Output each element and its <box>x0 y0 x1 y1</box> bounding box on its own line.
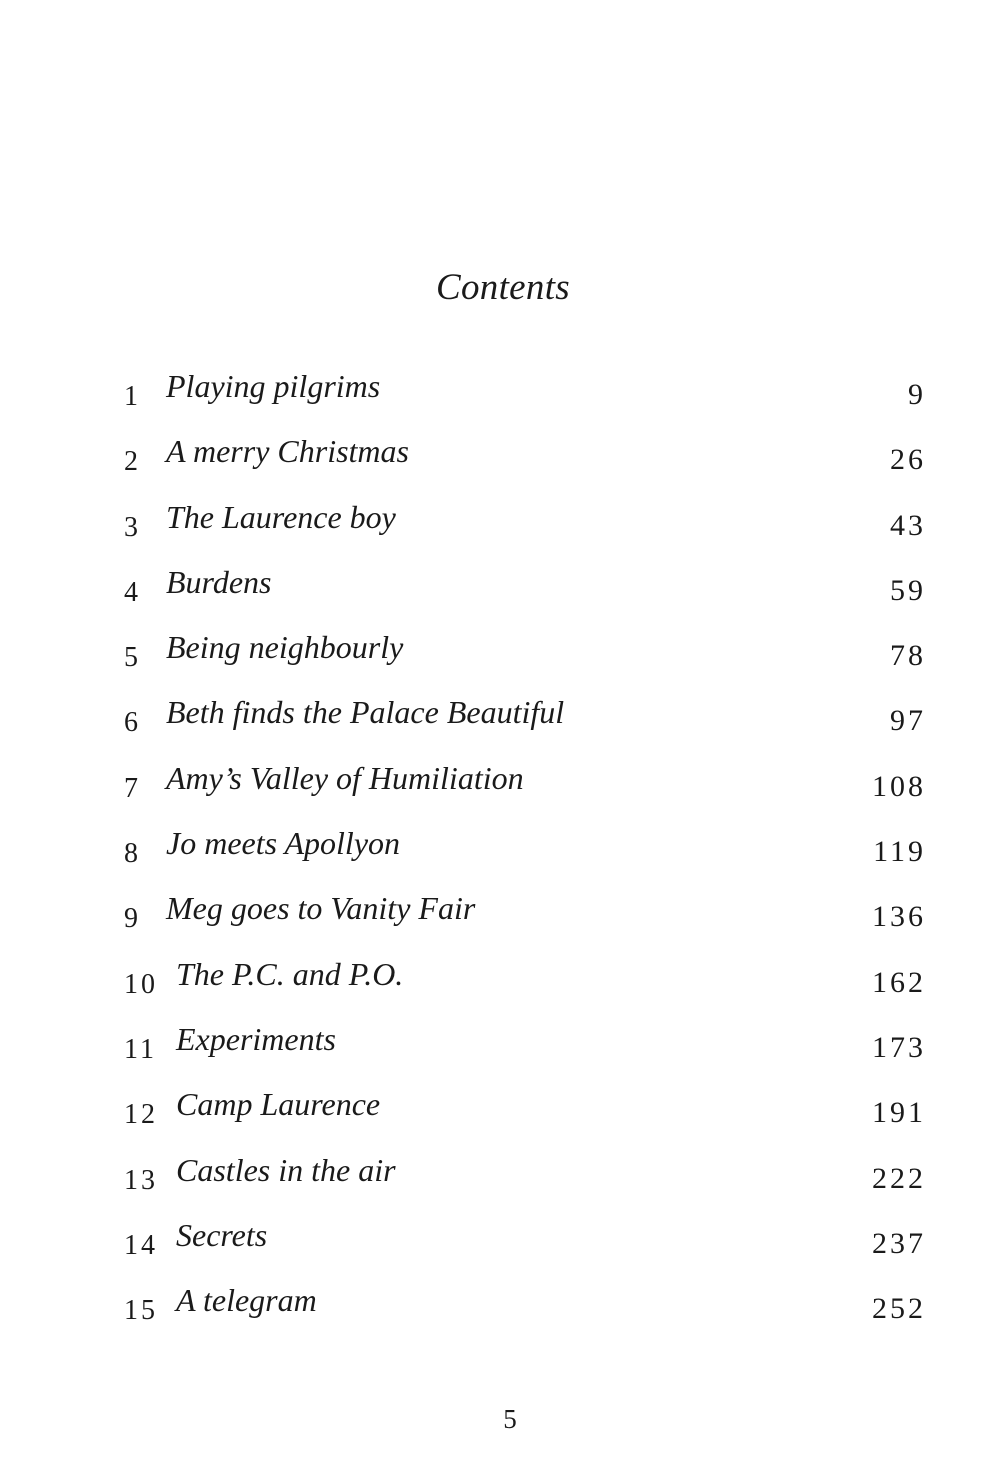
page-number: 252 <box>872 1292 926 1326</box>
chapter-title: Castles in the air <box>176 1151 396 1188</box>
chapter-title: Burdens <box>166 563 272 600</box>
chapter-number: 2 <box>124 446 141 478</box>
chapter-title: Experiments <box>176 1020 336 1057</box>
page-number: 108 <box>872 769 926 803</box>
toc-entry <box>124 1015 926 1080</box>
chapter-number: 1 <box>124 381 141 412</box>
toc-entry <box>124 950 926 1015</box>
toc-entry <box>124 1276 926 1341</box>
page-number: 78 <box>890 639 926 673</box>
chapter-title: Secrets <box>176 1216 268 1253</box>
chapter-title: Beth finds the Palace Beautiful <box>166 694 565 731</box>
chapter-title: Playing pilgrims <box>166 368 381 404</box>
chapter-number: 9 <box>124 903 141 935</box>
chapter-title: Meg goes to Vanity Fair <box>166 890 476 927</box>
chapter-number: 6 <box>124 707 141 739</box>
chapter-title: Amy’s Valley of Humiliation <box>166 759 524 796</box>
chapter-title: The Laurence boy <box>166 498 396 535</box>
folio-page-number: 5 <box>503 1404 517 1434</box>
chapter-number: 4 <box>124 576 141 608</box>
toc-entry <box>124 688 926 753</box>
toc-entry <box>124 754 926 819</box>
toc-entry <box>124 623 926 688</box>
page-number: 136 <box>872 900 926 934</box>
page-number: 222 <box>872 1161 926 1195</box>
chapter-title: Jo meets Apollyon <box>166 825 401 862</box>
page-number: 191 <box>872 1096 926 1130</box>
page-number: 26 <box>890 443 926 477</box>
table-of-contents <box>124 362 926 1341</box>
chapter-number: 3 <box>124 511 141 543</box>
toc-entry <box>124 493 926 558</box>
chapter-number: 12 <box>124 1099 158 1131</box>
page-number: 9 <box>908 378 926 411</box>
chapter-number: 13 <box>124 1164 158 1196</box>
chapter-number: 8 <box>124 838 141 870</box>
chapter-number: 14 <box>124 1229 158 1261</box>
chapter-number: 5 <box>124 642 141 674</box>
toc-entry <box>124 884 926 949</box>
chapter-number: 15 <box>124 1295 158 1327</box>
chapter-number: 7 <box>124 772 141 804</box>
page-number: 119 <box>873 835 926 869</box>
page-number: 237 <box>872 1226 926 1260</box>
chapter-title: A merry Christmas <box>166 433 409 470</box>
page-number: 59 <box>890 573 926 607</box>
toc-entry <box>124 427 926 492</box>
toc-entry <box>124 1146 926 1211</box>
toc-entry <box>124 1211 926 1276</box>
page-number: 162 <box>872 965 926 999</box>
page-number: 43 <box>890 508 926 542</box>
chapter-title: A telegram <box>176 1282 317 1319</box>
page-number: 97 <box>890 704 926 738</box>
chapter-title: The P.C. and P.O. <box>176 955 404 992</box>
toc-entry <box>124 558 926 623</box>
chapter-number: 10 <box>124 968 158 1000</box>
chapter-number: 11 <box>124 1033 157 1065</box>
chapter-title: Camp Laurence <box>176 1086 381 1123</box>
toc-entry <box>124 1080 926 1145</box>
page-title: Contents <box>436 267 570 308</box>
toc-entry <box>124 362 926 427</box>
toc-entry <box>124 819 926 884</box>
chapter-title: Being neighbourly <box>166 629 404 666</box>
page-number: 173 <box>872 1030 926 1064</box>
